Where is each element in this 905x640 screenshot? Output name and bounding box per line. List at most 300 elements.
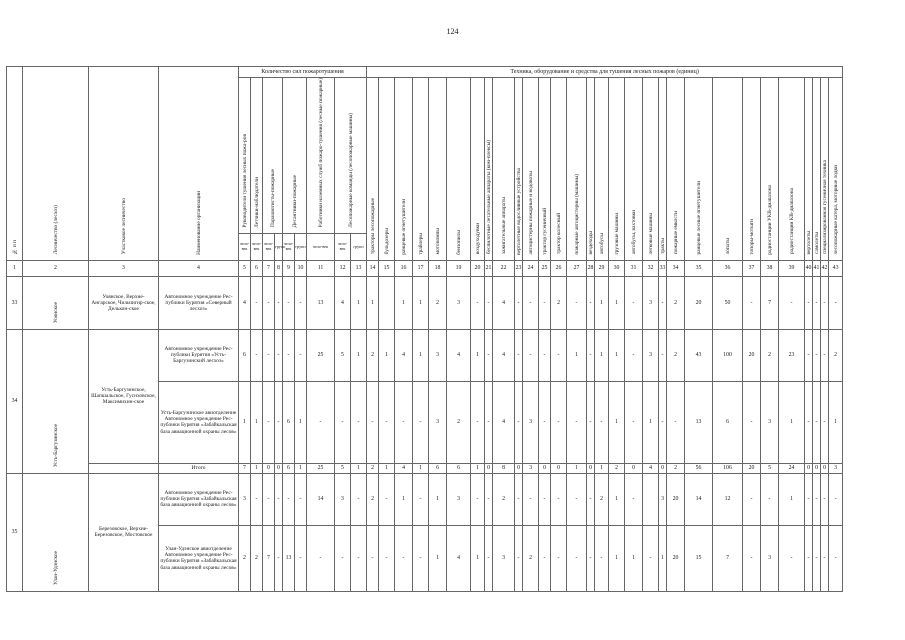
value-cell: 23 xyxy=(779,329,805,381)
value-cell: - xyxy=(395,381,413,463)
value-cell: 3 xyxy=(829,463,843,473)
value-cell: 1 xyxy=(413,329,429,381)
value-cell: 43 xyxy=(685,329,713,381)
value-cell: 20 xyxy=(667,473,685,525)
value-cell: - xyxy=(743,473,761,525)
value-cell: 3 xyxy=(761,381,779,463)
value-cell: - xyxy=(821,473,829,525)
value-cell: 8 xyxy=(493,463,515,473)
forestry-name-text: Уоянское xyxy=(52,302,59,324)
value-cell: - xyxy=(263,473,275,525)
organization-name: Автономное учреждение Рес-публики Бурятия «Северный лесхоз» xyxy=(159,276,239,329)
equipment-header-7-text: беспилотные летательные аппараты (ком-плексы) xyxy=(485,140,492,255)
value-cell: 0 xyxy=(485,463,493,473)
value-cell: 0 xyxy=(813,463,821,473)
equipment-header-1-text: бульдозеры xyxy=(383,228,390,255)
force-header-1 xyxy=(251,78,263,234)
column-number-19: 19 xyxy=(447,260,471,276)
value-cell: - xyxy=(295,525,307,591)
equipment-header-26-text: вертолеты xyxy=(805,230,812,255)
equipment-header-8 xyxy=(493,78,515,261)
column-number-9: 9 xyxy=(283,260,295,276)
unit-header-3: групп xyxy=(275,233,283,260)
value-cell: - xyxy=(829,473,843,525)
value-cell: 3 xyxy=(447,473,471,525)
column-number-43: 43 xyxy=(829,260,843,276)
value-cell: 100 xyxy=(713,329,743,381)
value-cell: - xyxy=(587,473,595,525)
value-cell: 0 xyxy=(821,463,829,473)
value-cell: 2 xyxy=(367,473,379,525)
equipment-header-14-text: вездеходы xyxy=(587,230,594,255)
equipment-header-24-text: радиостанции УКВ-диапазона xyxy=(766,184,773,255)
value-cell: - xyxy=(625,276,643,329)
value-cell: - xyxy=(379,525,395,591)
value-cell: - xyxy=(295,276,307,329)
value-cell: - xyxy=(567,525,587,591)
total-label: Итого xyxy=(159,463,239,473)
value-cell: - xyxy=(515,525,523,591)
district-forestry-name: Березовское, Верхне-Березовское, Мостовское xyxy=(89,473,159,591)
value-cell: 1 xyxy=(295,381,307,463)
value-cell: - xyxy=(587,329,595,381)
district-forestry-name: Уоянское, Верхне-Ангарское, Чильчигир-ское, Делькон-ское xyxy=(89,276,159,329)
column-number-15: 15 xyxy=(379,260,395,276)
value-cell: 1 xyxy=(779,381,805,463)
equipment-header-12 xyxy=(551,78,567,261)
equipment-header-12-text: трактор колесный xyxy=(555,213,562,255)
column-number-1: 1 xyxy=(7,260,23,276)
value-cell: 15 xyxy=(685,525,713,591)
value-cell: 2 xyxy=(761,329,779,381)
equipment-header-23 xyxy=(743,78,761,261)
organization-name: Улан-Удэнское авиотделение Автономное учреждение Рес-публики Бурятия «Забайкальская база авиационной охраны лесов» xyxy=(159,525,239,591)
force-header-1-text: Летчики-наблюдатели xyxy=(253,176,260,228)
column-number-6: 6 xyxy=(251,260,263,276)
equipment-header-22 xyxy=(713,78,743,261)
equipment-header-22-text: лопаты xyxy=(724,237,731,255)
value-cell: - xyxy=(587,381,595,463)
value-cell: 1 xyxy=(829,381,843,463)
equipment-header-0-text: тракторы лесопожарные xyxy=(369,198,376,255)
equipment-header-16 xyxy=(609,78,625,261)
value-cell: 6 xyxy=(713,381,743,463)
row-number: 33 xyxy=(7,276,23,329)
value-cell: 0 xyxy=(805,463,813,473)
value-cell xyxy=(379,276,395,329)
value-cell: 4 xyxy=(395,329,413,381)
table-row-total xyxy=(7,463,843,473)
force-header-4 xyxy=(307,78,335,234)
value-cell: 1 xyxy=(595,276,609,329)
column-number-11: 11 xyxy=(307,260,335,276)
equipment-header-3 xyxy=(413,78,429,261)
value-cell: - xyxy=(335,381,351,463)
value-cell: - xyxy=(805,329,813,381)
unit-header-0: чело-век xyxy=(239,233,251,260)
equipment-header-7 xyxy=(485,78,493,261)
value-cell: - xyxy=(567,473,587,525)
value-cell: - xyxy=(813,381,821,463)
value-cell: - xyxy=(263,276,275,329)
equipment-header-10 xyxy=(523,78,539,261)
value-cell: 106 xyxy=(713,463,743,473)
value-cell: 1 xyxy=(609,329,625,381)
value-cell: - xyxy=(567,276,587,329)
column-number-40: 40 xyxy=(805,260,813,276)
column-number-25: 25 xyxy=(539,260,551,276)
col-header-forestry: Лесничество (лесхоз) xyxy=(23,67,89,261)
value-cell: 1 xyxy=(351,463,367,473)
value-cell: - xyxy=(485,473,493,525)
value-cell: 4 xyxy=(643,463,659,473)
value-cell: 1 xyxy=(251,381,263,463)
value-cell: - xyxy=(539,473,551,525)
value-cell: - xyxy=(351,381,367,463)
row-number: 35 xyxy=(7,473,23,591)
value-cell: - xyxy=(551,473,567,525)
value-cell: - xyxy=(523,473,539,525)
force-header-5 xyxy=(335,78,367,234)
value-cell: - xyxy=(643,525,659,591)
forest-fire-resources-table xyxy=(6,66,843,592)
equipment-header-15-text: автобусы xyxy=(598,233,605,255)
value-cell: 1 xyxy=(567,463,587,473)
value-cell: 1 xyxy=(367,276,379,329)
value-cell: 3 xyxy=(493,525,515,591)
force-header-2 xyxy=(263,78,283,234)
forestry-name xyxy=(23,473,89,591)
value-cell xyxy=(643,473,659,525)
column-number-28: 28 xyxy=(587,260,595,276)
value-cell: - xyxy=(821,525,829,591)
value-cell: - xyxy=(595,381,609,463)
value-cell: 0 xyxy=(551,463,567,473)
equipment-header-18-text: легковые машины xyxy=(647,212,654,255)
organization-name: Усть-Баргузинское авиотделение Автономное учреждение Рес-публики Бурятия «Забайкальская база авиационной охраны лесов» xyxy=(159,381,239,463)
value-cell: 1 xyxy=(471,463,485,473)
column-number-16: 16 xyxy=(395,260,413,276)
value-cell: 4 xyxy=(335,276,351,329)
column-number-22: 22 xyxy=(493,260,515,276)
value-cell: - xyxy=(743,276,761,329)
value-cell: - xyxy=(413,525,429,591)
value-cell: 2 xyxy=(493,473,515,525)
force-header-3-text: Десантники-пожарные xyxy=(291,174,298,228)
column-number-7: 7 xyxy=(263,260,275,276)
value-cell: - xyxy=(813,473,821,525)
value-cell: - xyxy=(283,473,295,525)
value-cell: 25 xyxy=(307,329,335,381)
value-cell: - xyxy=(805,381,813,463)
column-number-31: 31 xyxy=(625,260,643,276)
col-header-organization: Наименование организации xyxy=(159,67,239,261)
equipment-header-5-text: бензопилы xyxy=(455,229,462,255)
equipment-header-14 xyxy=(587,78,595,261)
equipment-header-15 xyxy=(595,78,609,261)
value-cell: 6 xyxy=(283,381,295,463)
column-number-29: 29 xyxy=(595,260,609,276)
value-cell: 6 xyxy=(429,463,447,473)
force-header-3 xyxy=(283,78,307,234)
value-cell: - xyxy=(813,329,821,381)
value-cell: 1 xyxy=(413,463,429,473)
equipment-header-27 xyxy=(813,78,821,261)
value-cell: 2 xyxy=(367,463,379,473)
value-cell: 0 xyxy=(539,463,551,473)
value-cell: 2 xyxy=(609,463,625,473)
value-cell: 5 xyxy=(335,463,351,473)
unit-header-4: чело-век xyxy=(283,233,295,260)
equipment-header-25 xyxy=(779,78,805,261)
forestry-name xyxy=(23,329,89,473)
column-number-14: 14 xyxy=(367,260,379,276)
value-cell: - xyxy=(283,276,295,329)
equipment-header-13 xyxy=(567,78,587,261)
value-cell: - xyxy=(761,473,779,525)
value-cell: - xyxy=(515,381,523,463)
forestry-name-text: Усть-Баргузинское xyxy=(52,424,59,468)
value-cell: - xyxy=(263,381,275,463)
equipment-header-6-text: воздуходувки xyxy=(474,223,481,255)
value-cell: 4 xyxy=(493,329,515,381)
value-cell: 1 xyxy=(251,463,263,473)
column-number-12: 12 xyxy=(335,260,351,276)
value-cell: 1 xyxy=(379,329,395,381)
equipment-header-29-text: лесопожарные катера, моторные лодки xyxy=(832,164,839,255)
value-cell: 20 xyxy=(685,276,713,329)
column-number-5: 5 xyxy=(239,260,251,276)
column-number-2: 2 xyxy=(23,260,89,276)
equipment-header-2-text: ранцевые огнетушители xyxy=(400,198,407,255)
value-cell: - xyxy=(523,329,539,381)
value-cell: 1 xyxy=(595,463,609,473)
value-cell: 1 xyxy=(429,525,447,591)
value-cell: 2 xyxy=(667,276,685,329)
value-cell: - xyxy=(821,329,829,381)
value-cell: - xyxy=(251,473,263,525)
equipment-header-24 xyxy=(761,78,779,261)
value-cell: 6 xyxy=(239,329,251,381)
force-header-2-text: Парашютисты-пожарные xyxy=(269,169,276,228)
value-cell: 2 xyxy=(667,463,685,473)
col-header-district-forestry: Участковое лесничество xyxy=(89,67,159,261)
value-cell: 0 xyxy=(515,463,523,473)
value-cell: 3 xyxy=(429,381,447,463)
value-cell: 1 xyxy=(351,276,367,329)
value-cell: 7 xyxy=(263,525,275,591)
value-cell: 1 xyxy=(471,525,485,591)
equipment-header-3-text: трайлеры xyxy=(417,232,424,255)
equipment-header-10-text: автоцистерны пожарные и водовозы xyxy=(527,170,534,255)
value-cell: 4 xyxy=(493,276,515,329)
value-cell: 3 xyxy=(643,329,659,381)
value-cell: - xyxy=(813,276,821,329)
value-cell: - xyxy=(625,329,643,381)
value-cell: 1 xyxy=(609,276,625,329)
value-cell: - xyxy=(625,381,643,463)
value-cell: 3 xyxy=(335,473,351,525)
value-cell: - xyxy=(275,276,283,329)
equipment-header-5 xyxy=(447,78,471,261)
column-number-17: 17 xyxy=(413,260,429,276)
value-cell: 2 xyxy=(595,473,609,525)
value-cell: 0 xyxy=(263,463,275,473)
value-cell: - xyxy=(471,473,485,525)
value-cell: 3 xyxy=(761,525,779,591)
value-cell: - xyxy=(523,276,539,329)
value-cell: 3 xyxy=(429,329,447,381)
value-cell: 13 xyxy=(283,525,295,591)
value-cell: 1 xyxy=(659,525,667,591)
equipment-header-26 xyxy=(805,78,813,261)
value-cell: - xyxy=(829,525,843,591)
value-cell: - xyxy=(515,329,523,381)
value-cell: - xyxy=(805,473,813,525)
equipment-header-8-text: зажигательные аппараты xyxy=(500,197,507,255)
value-cell: 5 xyxy=(335,329,351,381)
column-number-30: 30 xyxy=(609,260,625,276)
equipment-header-11-text: трактор гусеничный xyxy=(541,207,548,255)
equipment-header-19 xyxy=(659,78,667,261)
value-cell: 4 xyxy=(447,525,471,591)
column-number-13: 13 xyxy=(351,260,367,276)
column-number-20: 20 xyxy=(471,260,485,276)
value-cell: - xyxy=(351,525,367,591)
value-cell: 1 xyxy=(395,473,413,525)
value-cell: - xyxy=(367,525,379,591)
value-cell: 7 xyxy=(239,463,251,473)
value-cell: 1 xyxy=(609,525,625,591)
value-cell: - xyxy=(515,276,523,329)
equipment-header-11 xyxy=(539,78,551,261)
column-number-35: 35 xyxy=(685,260,713,276)
equipment-header-17 xyxy=(625,78,643,261)
unit-header-8: групп xyxy=(351,233,367,260)
value-cell: - xyxy=(539,381,551,463)
value-cell: 56 xyxy=(685,463,713,473)
value-cell: - xyxy=(567,381,587,463)
value-cell: 0 xyxy=(659,463,667,473)
value-cell: 1 xyxy=(609,381,625,463)
value-cell: - xyxy=(395,525,413,591)
value-cell: 4 xyxy=(447,329,471,381)
value-cell: 6 xyxy=(447,463,471,473)
equipment-header-25-text: радиостанции КВ-диапазона xyxy=(788,188,795,255)
value-cell: 2 xyxy=(429,276,447,329)
value-cell: 7 xyxy=(713,525,743,591)
equipment-header-1 xyxy=(379,78,395,261)
column-number-41: 41 xyxy=(813,260,821,276)
equipment-header-21-text: ранцевые лесные огнетушители xyxy=(695,180,702,255)
value-cell: 2 xyxy=(447,381,471,463)
value-cell: 2 xyxy=(239,525,251,591)
equipment-header-9-text: вертолетные водосливные устройства xyxy=(515,167,522,255)
value-cell: 13 xyxy=(685,381,713,463)
value-cell: - xyxy=(743,381,761,463)
value-cell: - xyxy=(805,276,813,329)
value-cell: 13 xyxy=(307,276,335,329)
value-cell: - xyxy=(307,381,335,463)
value-cell: 0 xyxy=(275,463,283,473)
value-cell: 1 xyxy=(413,276,429,329)
value-cell: - xyxy=(515,473,523,525)
value-cell: - xyxy=(539,525,551,591)
equipment-header-20-text: пожарные емкости xyxy=(672,211,679,255)
value-cell: - xyxy=(275,525,283,591)
value-cell: 2 xyxy=(251,525,263,591)
value-cell: - xyxy=(625,473,643,525)
value-cell: 7 xyxy=(761,276,779,329)
value-cell: - xyxy=(275,381,283,463)
value-cell: - xyxy=(471,381,485,463)
value-cell: - xyxy=(295,329,307,381)
district-forestry-name: Усть-Баргузинское, Шапшальское, Гусиховское, Максимихин-ское xyxy=(89,329,159,463)
column-number-4: 4 xyxy=(159,260,239,276)
value-cell: 14 xyxy=(685,473,713,525)
value-cell: 4 xyxy=(493,381,515,463)
equipment-header-28-text: специализированная гусеничная техника xyxy=(821,160,828,255)
value-cell: - xyxy=(805,525,813,591)
value-cell: 1 xyxy=(295,463,307,473)
value-cell: 25 xyxy=(307,463,335,473)
unit-header-6: чело-век xyxy=(307,233,335,260)
value-cell: - xyxy=(821,381,829,463)
value-cell: - xyxy=(743,525,761,591)
value-cell: 3 xyxy=(239,473,251,525)
force-header-0 xyxy=(239,78,251,234)
column-number-39: 39 xyxy=(779,260,805,276)
value-cell: 4 xyxy=(239,276,251,329)
value-cell: - xyxy=(307,525,335,591)
value-cell: 0 xyxy=(587,463,595,473)
value-cell: - xyxy=(263,329,275,381)
equipment-header-4 xyxy=(429,78,447,261)
equipment-header-0 xyxy=(367,78,379,261)
value-cell: - xyxy=(335,525,351,591)
column-number-26: 26 xyxy=(551,260,567,276)
value-cell: 3 xyxy=(447,276,471,329)
force-header-5-text: Лесопожарные команды (лесопожарные машины) xyxy=(347,112,354,228)
equipment-header-23-text: топоры-мотыги xyxy=(748,218,755,255)
force-header-0-text: Руководители тушения лесных пожа-ров xyxy=(241,133,248,228)
value-cell: 20 xyxy=(667,525,685,591)
value-cell: - xyxy=(659,381,667,463)
value-cell: 3 xyxy=(659,473,667,525)
value-cell: 1 xyxy=(379,463,395,473)
value-cell: 6 xyxy=(283,463,295,473)
table-row-35a xyxy=(7,473,843,525)
column-number-38: 38 xyxy=(761,260,779,276)
value-cell: - xyxy=(471,276,485,329)
value-cell: 3 xyxy=(643,276,659,329)
value-cell: - xyxy=(587,525,595,591)
value-cell: 1 xyxy=(395,276,413,329)
value-cell: 3 xyxy=(523,381,539,463)
unit-header-5: групп xyxy=(295,233,307,260)
value-cell: - xyxy=(275,473,283,525)
column-number-10: 10 xyxy=(295,260,307,276)
value-cell: - xyxy=(659,276,667,329)
value-cell: 1 xyxy=(351,329,367,381)
column-number-32: 32 xyxy=(643,260,659,276)
equipment-header-21 xyxy=(685,78,713,261)
column-number-23: 23 xyxy=(515,260,523,276)
value-cell: - xyxy=(813,525,821,591)
value-cell: 14 xyxy=(307,473,335,525)
value-cell: - xyxy=(485,329,493,381)
value-cell: - xyxy=(283,329,295,381)
